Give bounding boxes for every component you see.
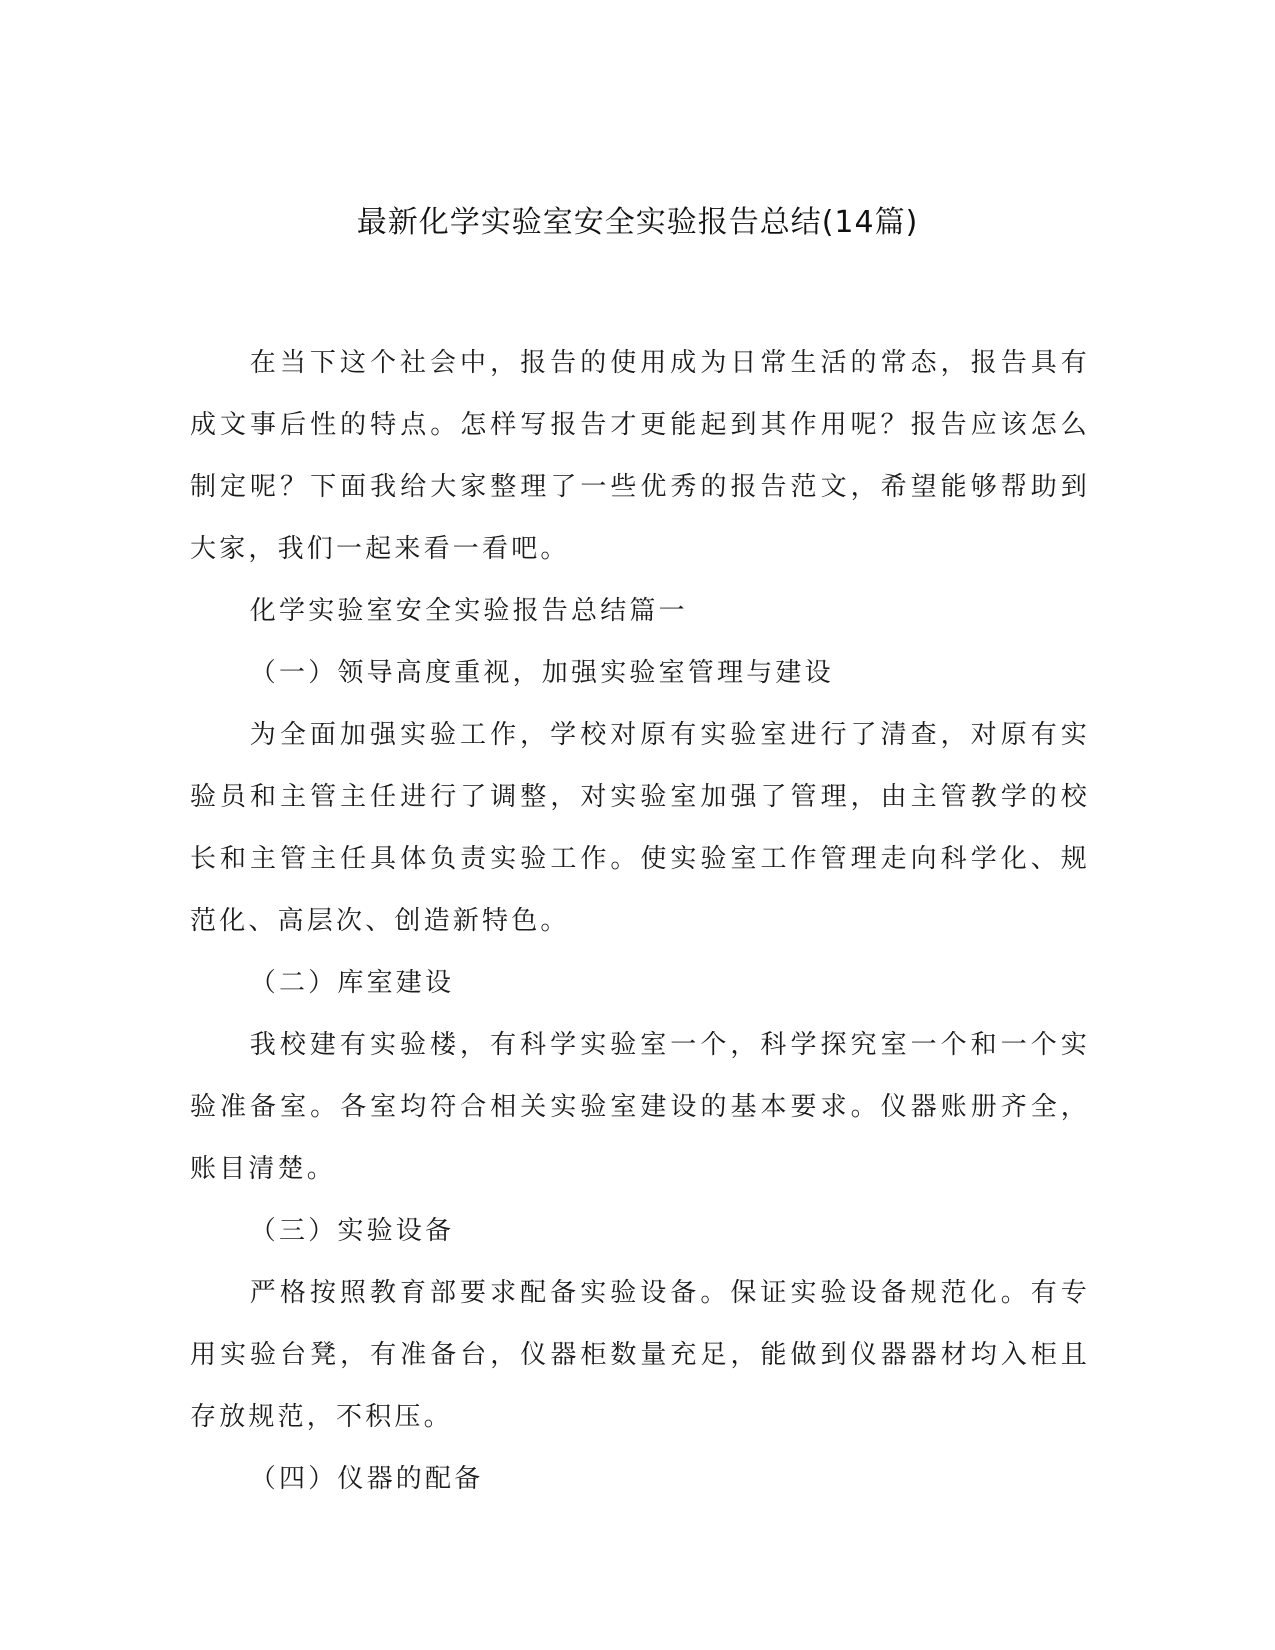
subsection-heading-4: （四）仪器的配备 <box>249 1464 484 1494</box>
document-title: 最新化学实验室安全实验报告总结(14篇) <box>356 205 919 240</box>
intro-paragraph: 在当下这个社会中，报告的使用成为日常生活的常态，报告具有成文事后性的特点。怎样写报告才更能起到其作用呢？报告应该怎么制定呢？下面我给大家整理了一些优秀的报告范文，希望能够帮助到大家，我们一起来看一看吧。 <box>190 348 1090 564</box>
subsection-heading-2: （二）库室建设 <box>249 968 455 998</box>
section-title: 化学实验室安全实验报告总结篇一 <box>249 596 688 626</box>
subsection-text-2: 我校建有实验楼，有科学实验室一个，科学探究室一个和一个实验准备室。各室均符合相关实验室建设的基本要求。仪器账册齐全，账目清楚。 <box>190 1030 1090 1184</box>
subsection-heading-1: （一）领导高度重视，加强实验室管理与建设 <box>249 658 834 688</box>
document-body <box>190 332 1090 1510</box>
subsection-text-1: 为全面加强实验工作，学校对原有实验室进行了清查，对原有实验员和主管主任进行了调整，对实验室加强了管理，由主管教学的校长和主管主任具体负责实验工作。使实验室工作管理走向科学化、规范化、高层次、创造新特色。 <box>190 720 1090 936</box>
subsection-heading-3: （三）实验设备 <box>249 1216 455 1246</box>
subsection-text-3: 严格按照教育部要求配备实验设备。保证实验设备规范化。有专用实验台凳，有准备台，仪器柜数量充足，能做到仪器器材均入柜且存放规范，不积压。 <box>190 1278 1090 1432</box>
